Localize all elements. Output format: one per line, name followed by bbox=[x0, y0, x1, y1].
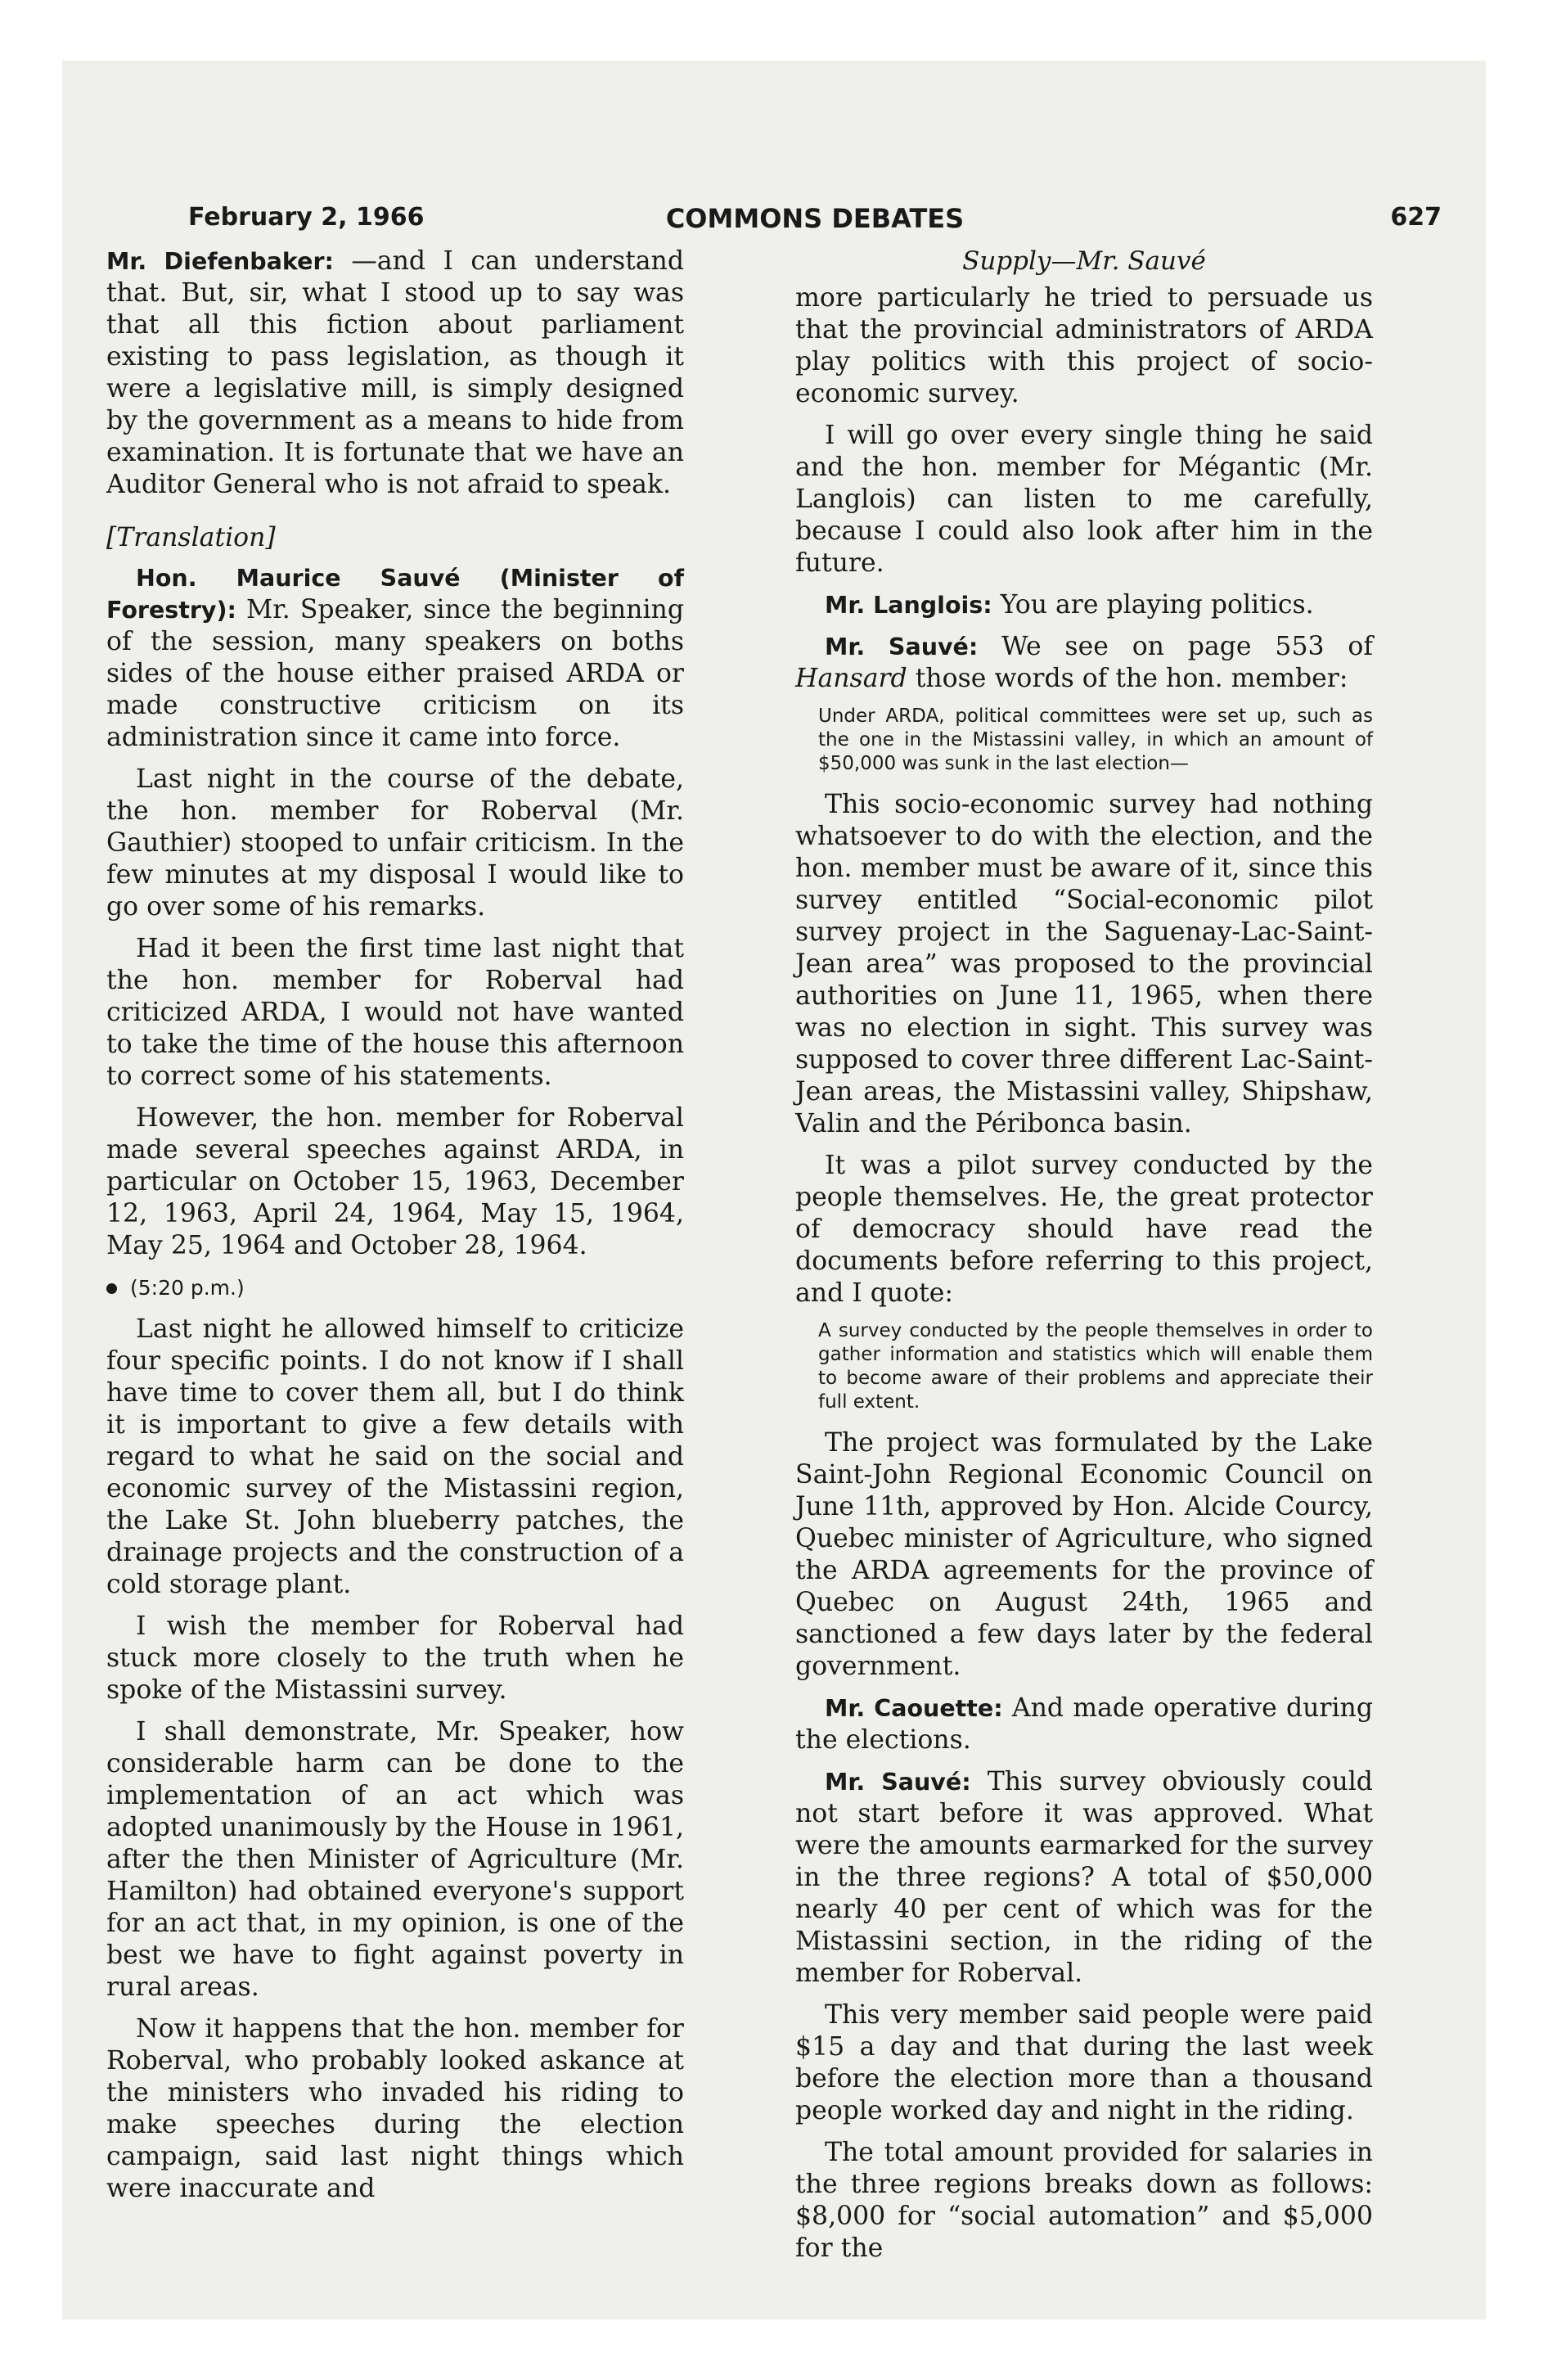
time-marker bbox=[106, 1272, 684, 1304]
right-column bbox=[795, 246, 1373, 2274]
page-header bbox=[188, 203, 1442, 236]
speech-text: —and I can understand that. But, sir, what I stood up to say was that all this fiction about parliament existing to pass legislation, as though it were a legislative mill, is simply designed by the government as a means to hide from examination. It is fortunate that we have an Auditor General who is not afraid to speak. bbox=[106, 246, 684, 499]
header-journal-title: COMMONS DEBATES bbox=[665, 203, 965, 234]
running-head: Supply—Mr. Sauvé bbox=[962, 246, 1206, 276]
speaker-name: Mr. Langlois: bbox=[825, 592, 992, 619]
time-marker-text: (5:20 p.m.) bbox=[130, 1276, 245, 1300]
header-page-number: 627 bbox=[1390, 203, 1442, 232]
speaker-name: Mr. Diefenbaker: bbox=[106, 248, 334, 275]
speech-text: Mr. Speaker, since the beginning of the session, many speakers on boths sides of the house either praised ARDA or made constructive criticism on its administration since it came into force. bbox=[106, 595, 684, 752]
bullet-icon bbox=[106, 1283, 117, 1294]
paragraph: Now it happens that the hon. member for Roberval, who probably looked askance at the ministers who invaded his riding to make speeches during the election campaign, said last night things which were inaccurate and bbox=[106, 2014, 684, 2203]
paragraph bbox=[795, 589, 1373, 621]
paragraph: It was a pilot survey conducted by the people themselves. He, the great protector of democracy should have read the documents before referring to this project, and I quote: bbox=[795, 1151, 1373, 1308]
paragraph: Last night he allowed himself to criticize four specific points. I do not know if I shall have time to cover them all, but I do think it is important to give a few details with regard to what he said on the social and economic survey of the Mistassini region, the Lake St. John blueberry patches, the drainage projects and the construction of a cold storage plant. bbox=[106, 1314, 684, 1599]
paragraph: Had it been the first time last night that the hon. member for Roberval had criticized ARDA, I would not have wanted to take the time of the house this afternoon to correct some of his statements. bbox=[106, 934, 684, 1091]
paragraph bbox=[106, 562, 684, 754]
speech-text: You are playing politics. bbox=[992, 590, 1314, 620]
paragraph: I will go over every single thing he said and the hon. member for Mégantic (Mr. Langlois) can listen to me carefully, because I could also look after him in the future. bbox=[795, 421, 1373, 578]
paragraph: Last night in the course of the debate, the hon. member for Roberval (Mr. Gauthier) stooped to unfair criticism. In the few minutes at my disposal I would like to go over some of his remarks. bbox=[106, 764, 684, 922]
block-quote: A survey conducted by the people themselves in order to gather information and statistics which will enable them to become aware of their problems and appreciate their full extent. bbox=[818, 1320, 1373, 1413]
paragraph bbox=[106, 246, 684, 501]
hansard-reference: Hansard bbox=[795, 664, 907, 693]
paragraph: This very member said people were paid $15 a day and that during the last week before the election more than a thousand people worked day and night in the riding. bbox=[795, 2000, 1373, 2125]
paragraph bbox=[795, 1693, 1373, 1756]
paragraph bbox=[795, 631, 1373, 695]
paragraph: The project was formulated by the Lake Saint-John Regional Economic Council on June 11th, approved by Hon. Alcide Courcy, Quebec minister of Agriculture, who signed the ARDA agreements for the province of Quebec on August 24th, 1965 and sanctioned a few days later by the federal government. bbox=[795, 1428, 1373, 1681]
paragraph bbox=[795, 1766, 1373, 1990]
speech-text: This survey obviously could not start before it was approved. What were the amounts earmarked for the survey in the three regions? A total of $50,000 nearly 40 per cent of which was for the Mistassini section, in the riding of the member for Roberval. bbox=[795, 1767, 1373, 1988]
paragraph: The total amount provided for salaries in the three regions breaks down as follows: $8,000 for “social automation” and $5,000 for the bbox=[795, 2138, 1373, 2263]
paragraph: This socio-economic survey had nothing whatsoever to do with the election, and the hon. member must be aware of it, since this survey entitled “Social-economic pilot survey project in the Saguenay-Lac-Saint-Jean area” was proposed to the provincial authorities on June 11, 1965, when there was no election in sight. This survey was supposed to cover three different Lac-Saint-Jean areas, the Mistassini valley, Shipshaw, Valin and the Péribonca basin. bbox=[795, 790, 1373, 1138]
speaker-name: Hon. Maurice Sauvé (Minister of Forestry): bbox=[106, 565, 684, 624]
paragraph: I wish the member for Roberval had stuck more closely to the truth when he spoke of the Mistassini survey. bbox=[106, 1611, 684, 1705]
speech-text: We see on page 553 of bbox=[978, 632, 1373, 661]
translation-tag: [Translation] bbox=[106, 523, 276, 552]
paragraph: more particularly he tried to persuade us that the provincial administrators of ARDA play politics with this project of socio-economic survey. bbox=[795, 283, 1373, 408]
speech-text: And made operative during the elections. bbox=[795, 1693, 1373, 1755]
speaker-name: Mr. Caouette: bbox=[825, 1695, 1003, 1722]
speaker-name: Mr. Sauvé: bbox=[825, 633, 979, 660]
block-quote: Under ARDA, political committees were set up, such as the one in the Mistassini valley, in which an amount of $50,000 was sunk in the last election— bbox=[818, 705, 1373, 774]
speaker-name: Mr. Sauvé: bbox=[825, 1769, 971, 1796]
left-column bbox=[106, 246, 684, 2215]
paragraph: However, the hon. member for Roberval made several speeches against ARDA, in particular on October 15, 1963, December 12, 1963, April 24, 1964, May 15, 1964, May 25, 1964 and October 28, 1964. bbox=[106, 1103, 684, 1260]
header-date: February 2, 1966 bbox=[188, 203, 425, 232]
paragraph: I shall demonstrate, Mr. Speaker, how considerable harm can be done to the implementation of an act which was adopted unanimously by the House in 1961, after the then Minister of Agriculture (Mr. Hamilton) had obtained everyone's support for an act that, in my opinion, is one of the best we have to fight against poverty in rural areas. bbox=[106, 1717, 684, 2002]
speech-text: those words of the hon. member: bbox=[907, 664, 1348, 693]
